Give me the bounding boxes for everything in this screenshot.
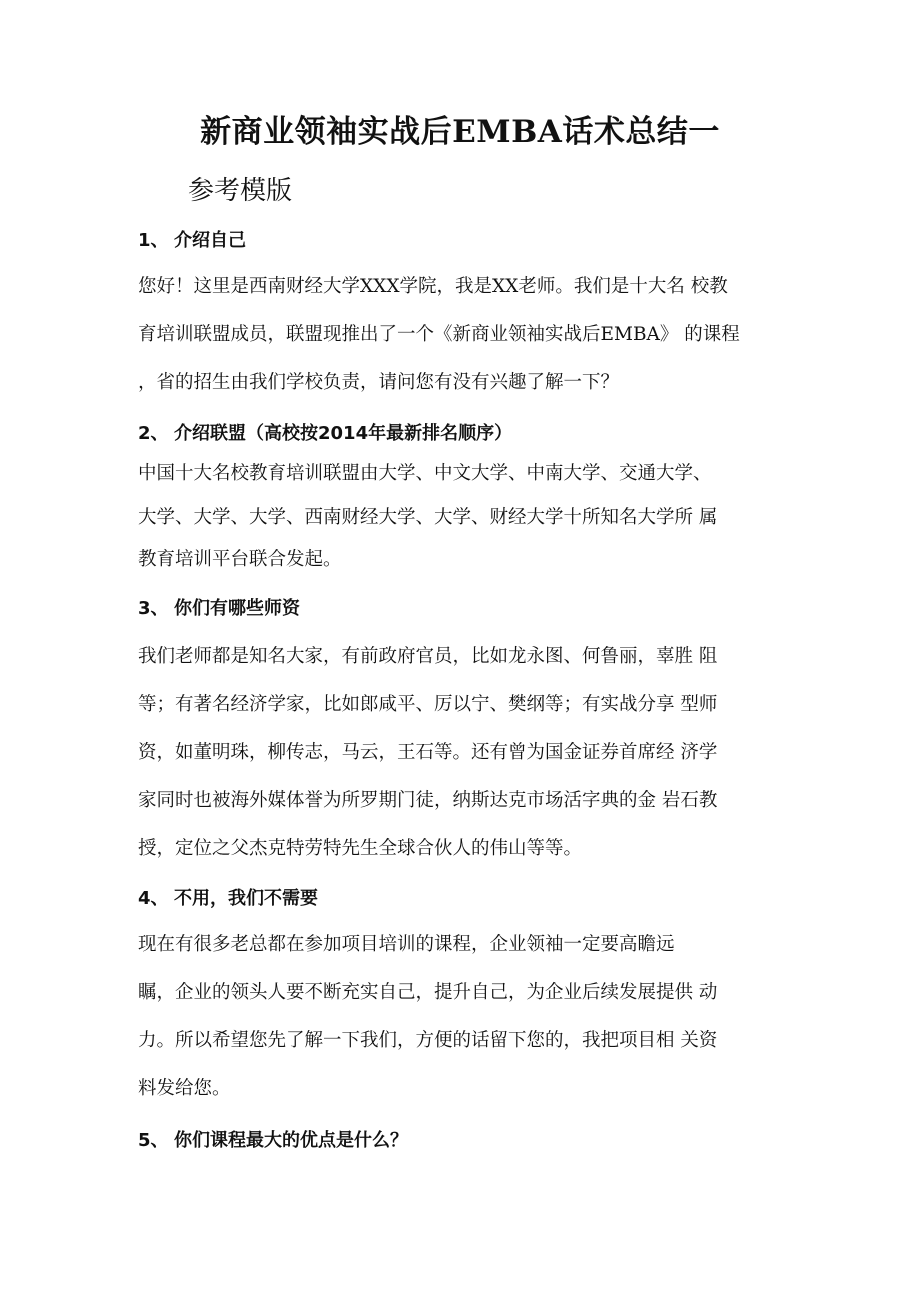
section-heading-2: [138, 419, 512, 445]
section-number: 2、: [138, 423, 169, 444]
section-title: 不用，我们不需要: [174, 888, 318, 909]
page-title: 新商业领袖实战后EMBA话术总结一: [200, 114, 720, 150]
paragraph-line: 资，如董明珠，柳传志，马云，王石等。还有曾为国金证券首席经 济学: [138, 742, 718, 763]
section-title: 你们课程最大的优点是什么？: [174, 1130, 408, 1151]
paragraph-line: 料发给您。: [138, 1078, 231, 1099]
section-number: 3、: [138, 598, 169, 619]
paragraph-line: 力。所以希望您先了解一下我们，方便的话留下您的，我把项目相 关资: [138, 1030, 718, 1051]
paragraph-line: 家同时也被海外媒体誉为所罗期门徒，纳斯达克市场活字典的金 岩石教: [138, 790, 718, 811]
section-number: 5、: [138, 1130, 169, 1151]
paragraph-line: 瞩，企业的领头人要不断充实自己，提升自己，为企业后续发展提供 动: [138, 982, 718, 1003]
paragraph-line: 大学、大学、大学、西南财经大学、大学、财经大学十所知名大学所 属: [138, 507, 718, 528]
page-subtitle: 参考模版: [188, 176, 293, 206]
paragraph-line: 育培训联盟成员，联盟现推出了一个《新商业领袖实战后EMBA》 的课程: [138, 324, 740, 345]
paragraph-line: 中国十大名校教育培训联盟由大学、中文大学、中南大学、交通大学、: [138, 463, 712, 484]
paragraph-line: 教育培训平台联合发起。: [138, 549, 342, 570]
section-title: 介绍联盟（高校按2014年最新排名顺序）: [174, 423, 513, 444]
section-heading-5: [138, 1126, 408, 1152]
section-heading-3: [138, 594, 300, 620]
paragraph-line: 您好！这里是西南财经大学XXX学院，我是XX老师。我们是十大名 校教: [138, 276, 728, 297]
section-heading-1: [138, 226, 246, 252]
paragraph-line: 授，定位之父杰克特劳特先生全球合伙人的伟山等等。: [138, 838, 583, 859]
section-title: 你们有哪些师资: [174, 598, 300, 619]
paragraph-line: 我们老师都是知名大家，有前政府官员，比如龙永图、何鲁丽，辜胜 阻: [138, 646, 718, 667]
section-heading-4: [138, 884, 318, 910]
section-number: 4、: [138, 888, 169, 909]
section-number: 1、: [138, 230, 169, 251]
paragraph-line: 等；有著名经济学家，比如郎咸平、厉以宁、樊纲等；有实战分享 型师: [138, 694, 718, 715]
paragraph-line: 现在有很多老总都在参加项目培训的课程，企业领袖一定要高瞻远: [138, 934, 675, 955]
section-title: 介绍自己: [174, 230, 246, 251]
paragraph-line: ，省的招生由我们学校负责，请问您有没有兴趣了解一下？: [138, 372, 620, 393]
